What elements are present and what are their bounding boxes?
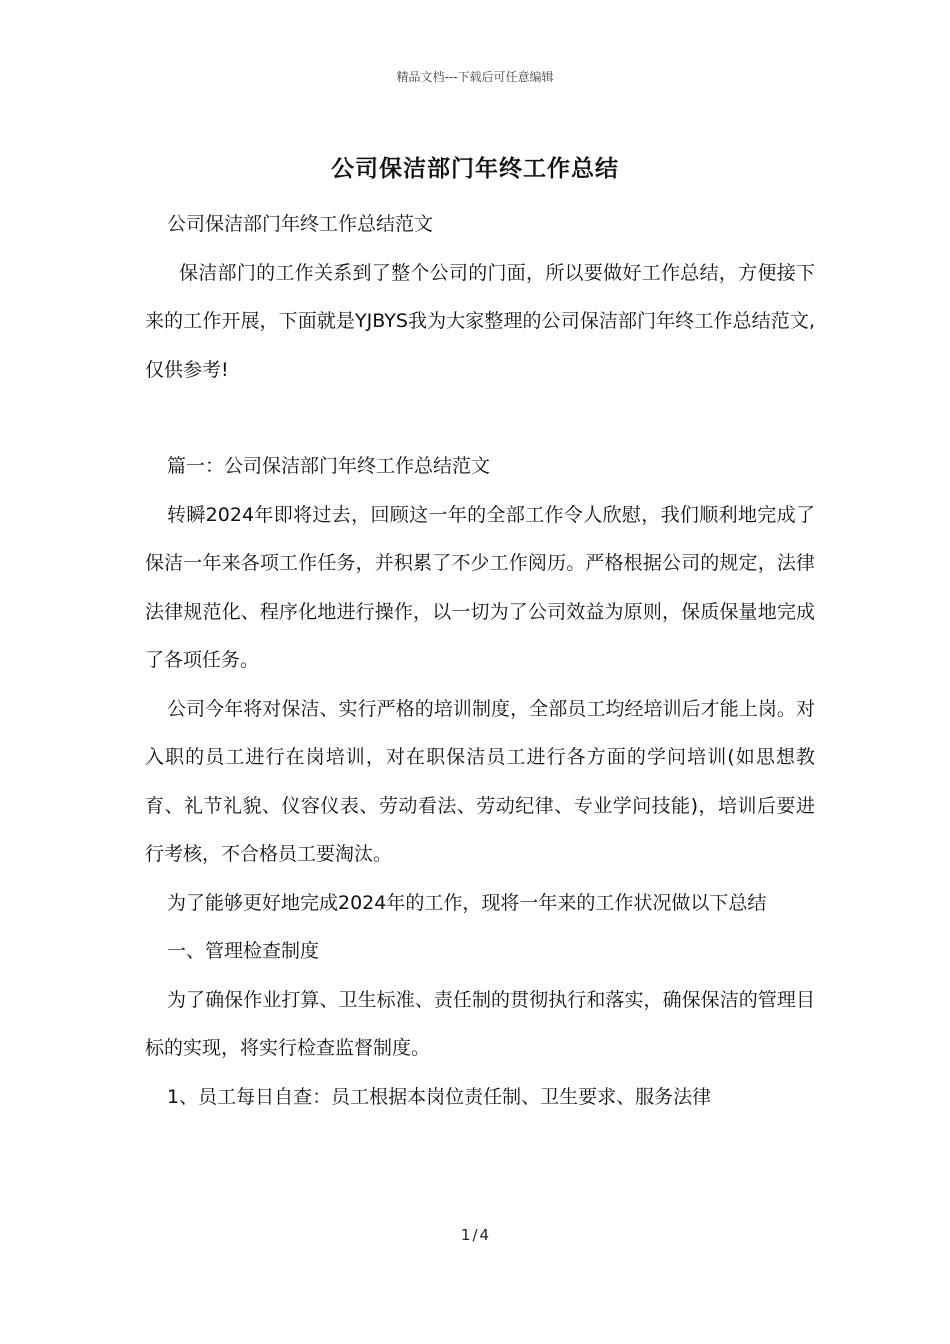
page-total: 4	[479, 1226, 490, 1244]
body-paragraph: 转瞬2024年即将过去，回顾这一年的全部工作令人欣慰，我们顺利地完成了保洁一年来各项工作任务，并积累了不少工作阅历。严格根据公司的规定，法律法律规范化、程序化地进行操作，以一切为了公司效益为原则，保质保量地完成了各项任务。	[145, 503, 815, 671]
document-title: 公司保洁部门年终工作总结	[331, 156, 619, 182]
page-number	[0, 1226, 950, 1244]
body-paragraph: 为了确保作业打算、卫生标准、责任制的贯彻执行和落实，确保保洁的管理目标的实现，将实行检查监督制度。	[145, 988, 815, 1059]
header-note: 精品文档---下载后可任意编辑	[396, 70, 554, 84]
section-heading: 篇一：公司保洁部门年终工作总结范文	[167, 455, 491, 477]
body-paragraph: 为了能够更好地完成2024年的工作，现将一年来的工作状况做以下总结	[167, 891, 767, 914]
document-body	[145, 200, 815, 1121]
section-subheading: 一、管理检查制度	[167, 940, 320, 962]
body-paragraph: 公司今年将对保洁、实行严格的培训制度，全部员工均经培训后才能上岗。对入职的员工进行在岗培训，对在职保洁员工进行各方面的学问培训(如思想教育、礼节礼貌、仪容仪表、劳动看法、劳动纪律、专业学问技能)，培训后要进行考核，不合格员工要淘汰。	[145, 697, 815, 865]
document-subtitle: 公司保洁部门年终工作总结范文	[167, 213, 434, 235]
paragraph-gap	[145, 394, 815, 442]
page-current: 1	[460, 1226, 471, 1244]
list-item: 1、员工每日自查：员工根据本岗位责任制、卫生要求、服务法律	[167, 1085, 712, 1108]
intro-paragraph: 保洁部门的工作关系到了整个公司的门面，所以要做好工作总结，方便接下来的工作开展，下面就是YJBYS我为大家整理的公司保洁部门年终工作总结范文,仅供参考!	[145, 261, 815, 381]
page-separator: /	[472, 1226, 478, 1244]
